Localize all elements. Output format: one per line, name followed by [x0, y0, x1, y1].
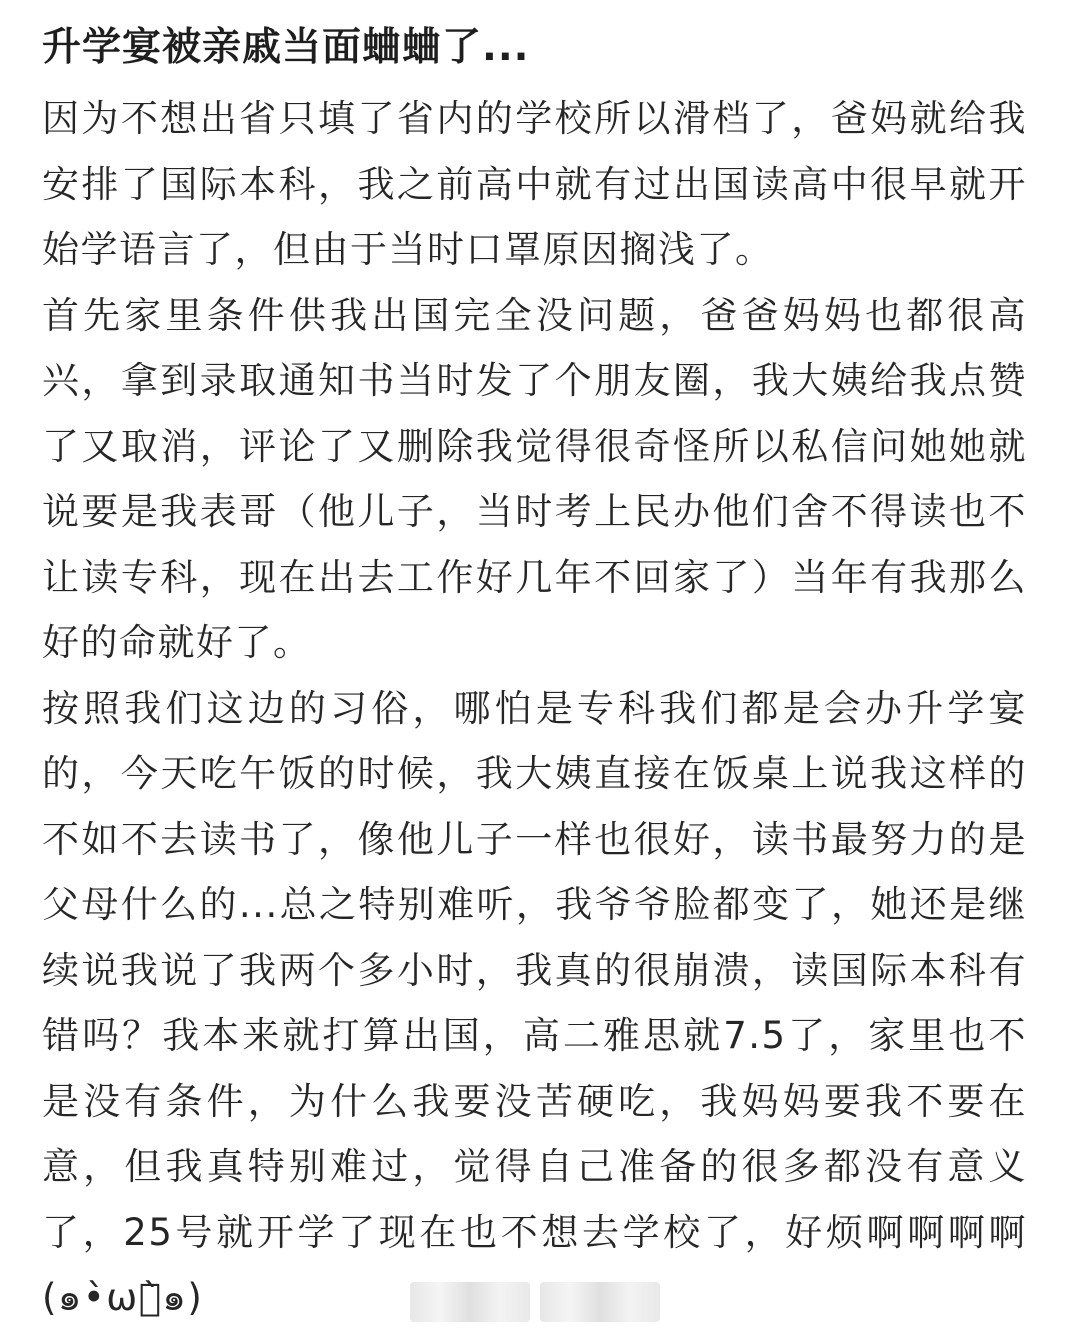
post [42, 18, 1027, 1331]
post-paragraph: 因为不想出省只填了省内的学校所以滑档了，爸妈就给我安排了国际本科，我之前高中就有过出国读高中很早就开始学语言了，但由于当时口罩原因搁浅了。 [42, 97, 1027, 271]
watermark-blur [410, 1282, 530, 1322]
post-body [42, 86, 1027, 1331]
watermark-blur [540, 1282, 660, 1322]
post-paragraph: 按照我们这边的习俗，哪怕是专科我们都是会办升学宴的，今天吃午饭的时候，我大姨直接在饭桌上说我这样的不如不去读书了，像他儿子一样也很好，读书最努力的是父母什么的...总之特别难听，我爷爷脸都变了，她还是继续说我说了我两个多小时，我真的很崩溃，读国际本科有错吗？我本来就打算出国，高二雅思就7.5了，家里也不是没有条件，为什么我要没苦硬吃，我妈妈要我不要在意，但我真特别难过，觉得自己准备的很多都没有意义了，25号就开学了现在也不想去学校了，好烦啊啊啊啊 (๑•̀ωก̀๑) [42, 686, 1027, 1319]
post-title: 升学宴被亲戚当面蛐蛐了... [42, 25, 530, 70]
post-paragraph: 首先家里条件供我出国完全没问题，爸爸妈妈也都很高兴，拿到录取通知书当时发了个朋友圈，我大姨给我点赞了又取消，评论了又删除我觉得很奇怪所以私信问她她就说要是我表哥（他儿子，当时考上民办他们舍不得读也不让读专科，现在出去工作好几年不回家了）当年有我那么好的命就好了。 [42, 293, 1027, 664]
